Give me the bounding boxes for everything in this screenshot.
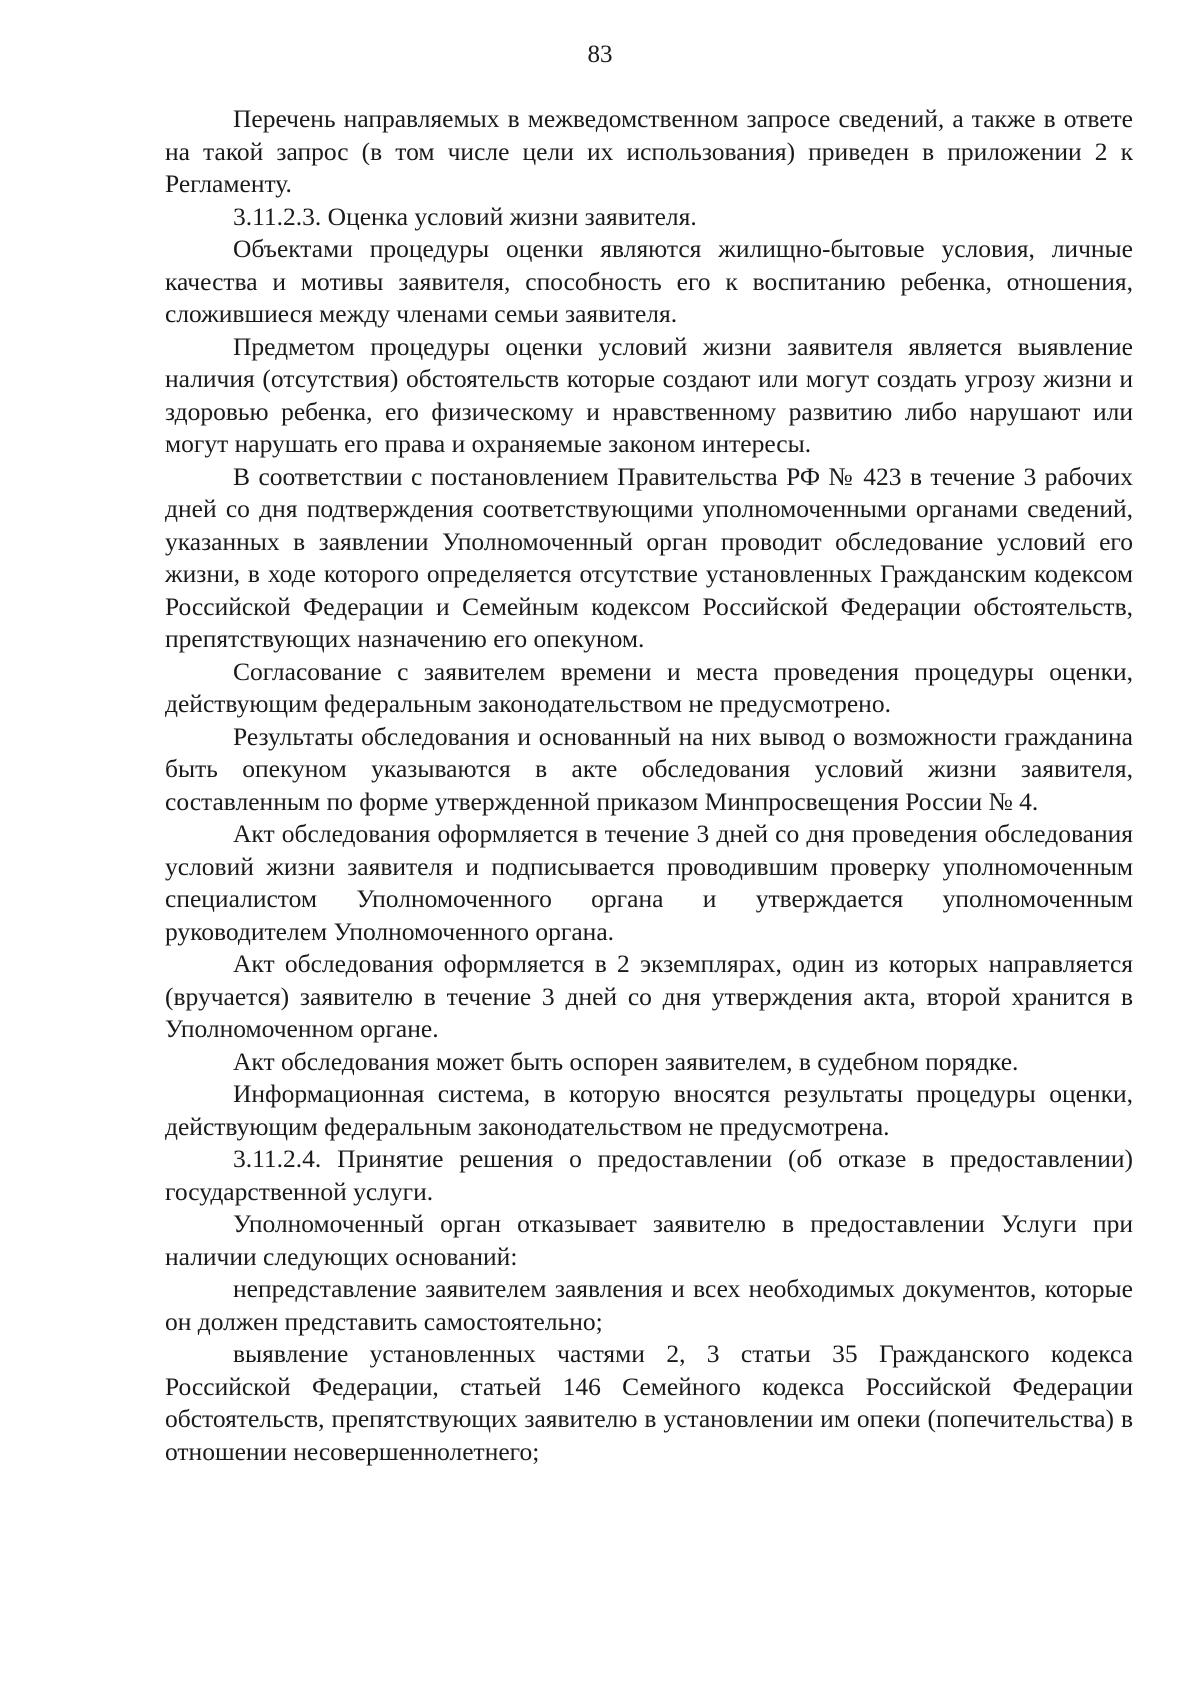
paragraph-results: Результаты обследования и основанный на них вывод о возможности гражданина быть опекуном указываются в акте обследования условий жизни заявителя, составленным по форме утвержденной приказом Минпросвещения России № 4. xyxy=(165,721,1133,816)
page-number: 83 xyxy=(587,41,613,68)
list-item-obstructing-circumstances: выявление установленных частями 2, 3 статьи 35 Гражданского кодекса Российской Федерации, статьей 146 Семейного кодекса Российской Федерации обстоятельств, препятствующих заявителю в установлении им опеки (попечительства) в отношении несовершеннолетнего; xyxy=(165,1339,1133,1466)
paragraph-assessment-objects: Объектами процедуры оценки являются жилищно-бытовые условия, личные качества и мотивы заявителя, способность его к воспитанию ребенка, отношения, сложившиеся между членами семьи заявителя. xyxy=(165,234,1133,328)
section-heading-3-11-2-3: 3.11.2.3. Оценка условий жизни заявителя. xyxy=(233,201,697,231)
paragraph-refusal-grounds: Уполномоченный орган отказывает заявителю в предоставлении Услуги при наличии следующих оснований: xyxy=(165,1209,1133,1271)
paragraph-act-copies: Акт обследования оформляется в 2 экземплярах, один из которых направляется (вручается) заявителю в течение 3 дней со дня утверждения акта, второй хранится в Уполномоченном органе. xyxy=(165,949,1133,1043)
paragraph-information-system: Информационная система, в которую вносятся результаты процедуры оценки, действующим федеральным законодательством не предусмотрена. xyxy=(165,1079,1133,1141)
list-item-missing-documents: непредставление заявителем заявления и всех необходимых документов, которые он должен представить самостоятельно; xyxy=(165,1274,1133,1336)
paragraph-government-resolution: В соответствии с постановлением Правительства РФ № 423 в течение 3 рабочих дней со дня подтверждения соответствующими уполномоченными органами сведений, указанных в заявлении Уполномоченный орган проводит обследование условий его жизни, в ходе которого определяется отсутствие установленных Гражданским кодексом Российской Федерации и Семейным кодексом Российской Федерации обстоятельств, препятствующих назначению его опекуном. xyxy=(165,461,1133,653)
paragraph-coordination: Согласование с заявителем времени и места проведения процедуры оценки, действующим федеральным законодательством не предусмотрено. xyxy=(165,656,1133,718)
paragraph-assessment-subject: Предметом процедуры оценки условий жизни заявителя является выявление наличия (отсутствия) обстоятельств которые создают или могут создать угрозу жизни и здоровью ребенка, его физическому и нравственному развитию либо нарушают или могут нарушать его права и охраняемые законом интересы. xyxy=(165,331,1133,458)
document-body xyxy=(165,103,1133,1468)
paragraph-act-appeal: Акт обследования может быть оспорен заявителем, в судебном порядке. xyxy=(233,1046,1019,1076)
section-heading-3-11-2-4: 3.11.2.4. Принятие решения о предоставлении (об отказе в предоставлении) государственной услуги. xyxy=(165,1144,1133,1206)
paragraph-interagency-request-list: Перечень направляемых в межведомственном запросе сведений, а также в ответе на такой запрос (в том числе цели их использования) приведен в приложении 2 к Регламенту. xyxy=(165,104,1133,198)
paragraph-act-execution: Акт обследования оформляется в течение 3 дней со дня проведения обследования условий жизни заявителя и подписывается проводившим проверку уполномоченным специалистом Уполномоченного органа и утверждается уполномоченным руководителем Уполномоченного органа. xyxy=(165,819,1133,946)
